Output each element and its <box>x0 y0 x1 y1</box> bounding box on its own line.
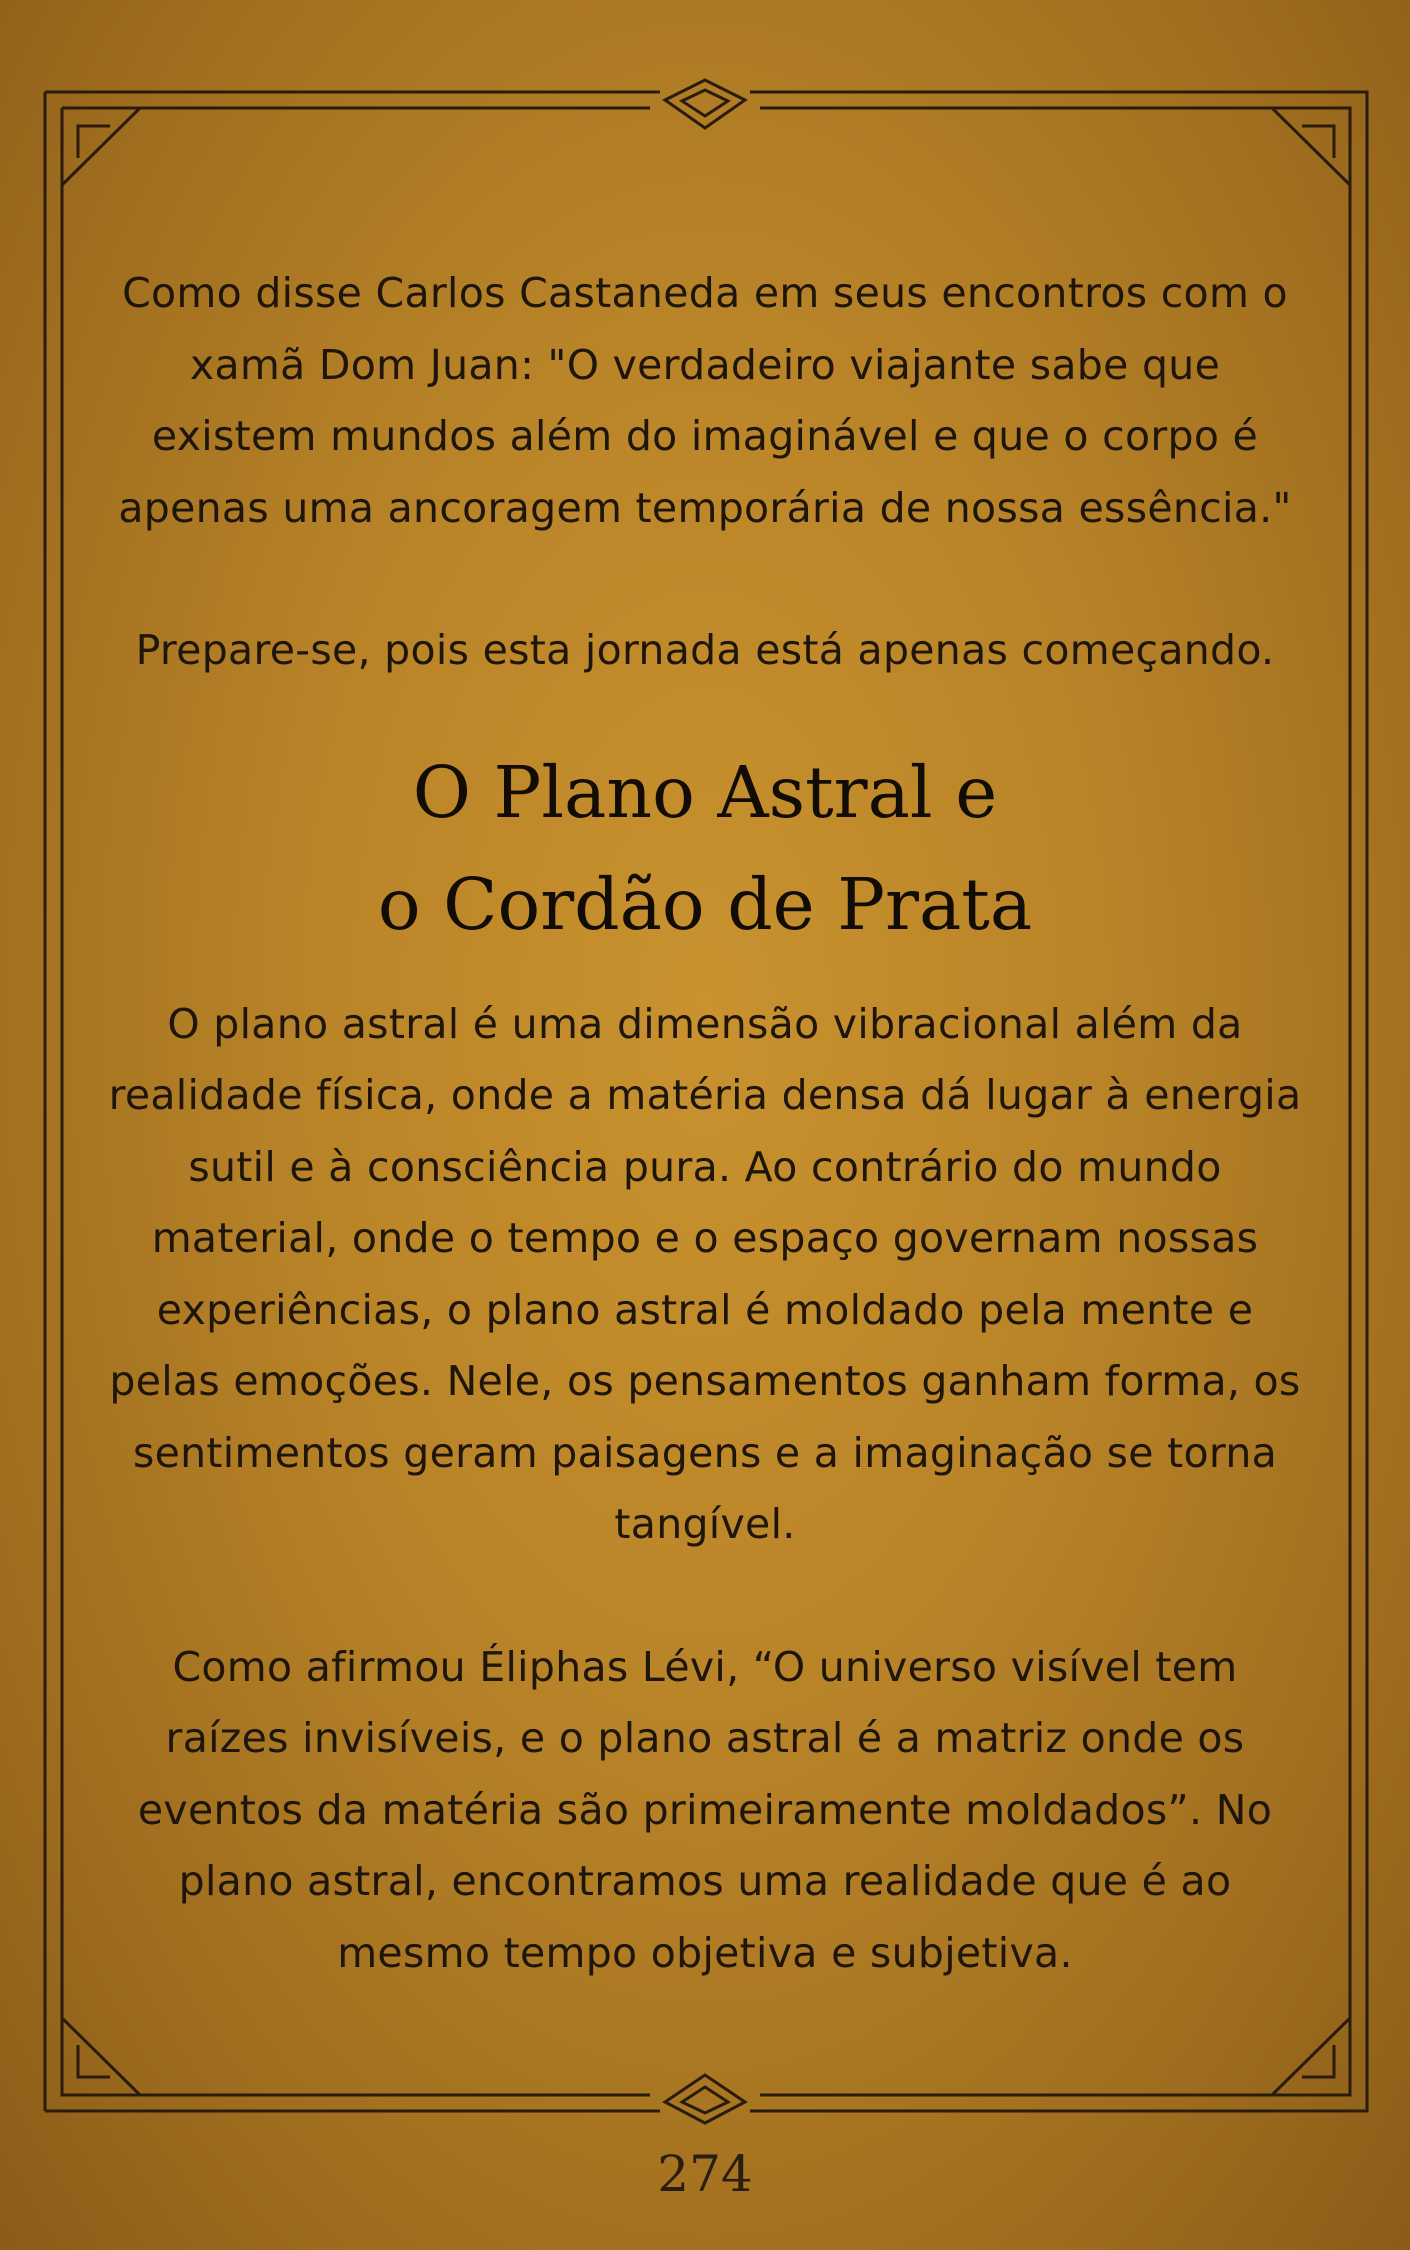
corner-bottom-right-ornament <box>1272 2018 1350 2095</box>
heading-line-2: o Cordão de Prata <box>377 862 1033 946</box>
section-heading <box>105 737 1305 961</box>
paragraph-gap <box>105 1561 1305 1632</box>
bottom-diamond-ornament <box>665 2075 745 2123</box>
corner-top-right-ornament <box>1272 108 1350 185</box>
page-number: 274 <box>657 2145 753 2203</box>
intro-paragraph-prepare: Prepare-se, pois esta jornada está apenas começando. <box>135 626 1275 674</box>
heading-line-1: O Plano Astral e <box>412 750 998 834</box>
paragraph-gap <box>105 544 1305 615</box>
corner-top-left-ornament <box>62 108 140 185</box>
body-paragraph-eliphas-levi: Como afirmou Éliphas Lévi, “O universo visível tem raízes invisíveis, e o plano astral é a matriz onde os eventos da matéria são primeiramente moldados”. No plano astral, encontramos uma realidade que é ao mesmo tempo objetiva e subjetiva. <box>137 1642 1273 1977</box>
page-content <box>105 258 1305 1989</box>
body-paragraph-astral-plane: O plano astral é uma dimensão vibracional além da realidade física, onde a matéria densa dá lugar à energia sutil e à consciência pura. Ao contrário do mundo material, onde o tempo e o espaço governam nossas experiências, o plano astral é moldado pela mente e pelas emoções. Nele, os pensamentos ganham forma, os sentimentos geram paisagens e a imaginação se torna tangível. <box>108 999 1302 1548</box>
intro-paragraph-quote: Como disse Carlos Castaneda em seus encontros com o xamã Dom Juan: "O verdadeiro viajante sabe que existem mundos além do imaginável e que o corpo é apenas uma ancoragem temporária de nossa essência." <box>118 269 1292 532</box>
corner-bottom-left-ornament <box>62 2018 140 2095</box>
top-diamond-ornament <box>665 80 745 128</box>
